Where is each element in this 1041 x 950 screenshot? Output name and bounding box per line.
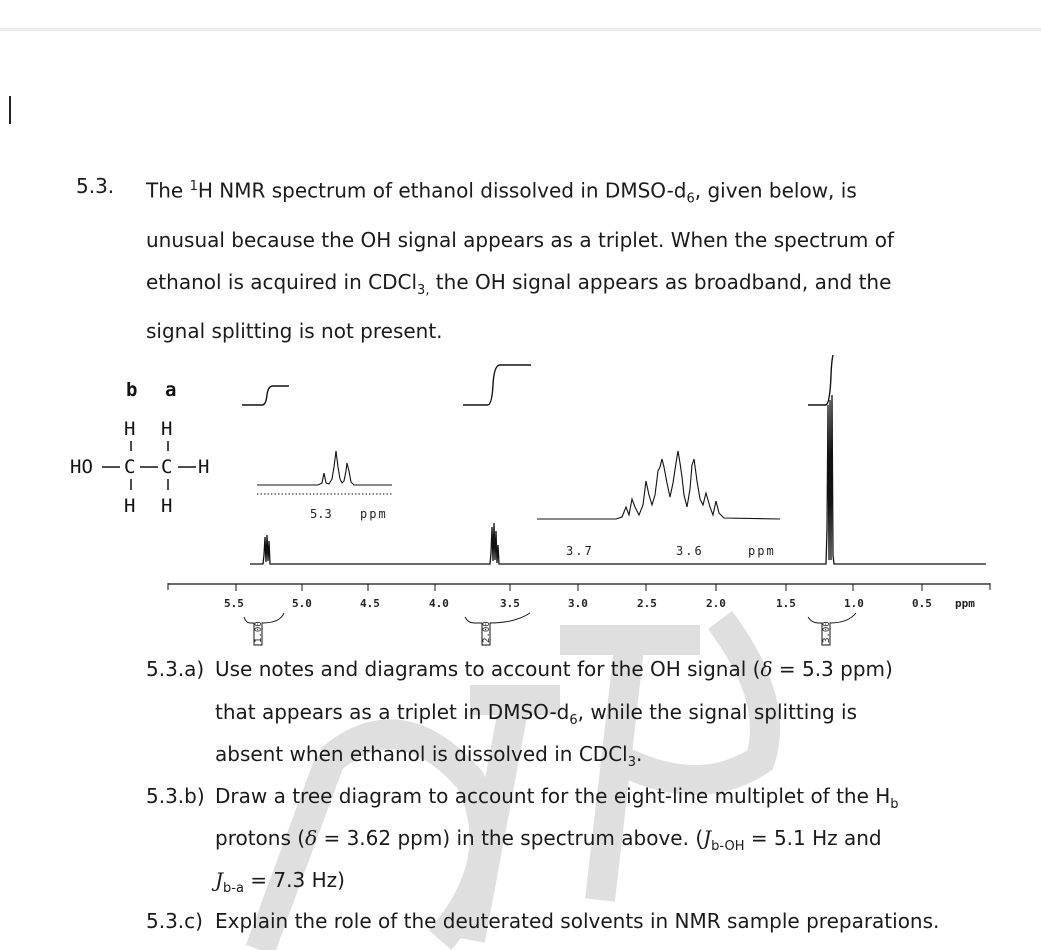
inset-ch2-unit: ppm [748, 544, 776, 558]
axis-tick-label: 3.5 [500, 597, 520, 610]
inset-ch2-tick-1: 3.7 [566, 544, 594, 558]
integral-ch3: 3.00 [822, 621, 832, 643]
part-b-line-3: $J_{b-a} = 7.3$ Hz) [215, 868, 345, 896]
para-line-1: The $^1$H NMR spectrum of ethanol dissolved in DMSO-$d_6$, given below, is [146, 178, 857, 207]
inset-oh-unit: ppm [360, 507, 388, 521]
part-a-line-1: Use notes and diagrams to account for the OH signal (δ = 5.3 ppm) [215, 657, 893, 681]
inset-ch2-tick-2: 3.6 [676, 544, 704, 558]
part-a-line-3: absent when ethanol is dissolved in CDCl$_3$. [215, 742, 643, 770]
integral-oh: 1.00 [254, 621, 264, 643]
axis-tick-label: 2.0 [706, 597, 726, 610]
inset-oh-tick: 5.3 [310, 507, 332, 521]
part-b-line-2: protons (δ = 3.62 ppm) in the spectrum above. ($J_{b-OH} = 5.1$ Hz and [215, 826, 882, 854]
ho-group: HO [70, 456, 93, 478]
part-b-line-1: Draw a tree diagram to account for the eight-line multiplet of the $H_b$ [215, 784, 899, 812]
part-a-label: 5.3.a) [146, 657, 205, 681]
axis-unit: ppm [955, 597, 975, 610]
h-end: H [198, 456, 210, 478]
axis-tick-label: 1.0 [844, 597, 864, 610]
para-line-3: ethanol is acquired in CDCl$_{3,}$ the OH signal appears as broadband, and the [146, 269, 892, 298]
axis-tick-label: 0.5 [912, 597, 932, 610]
part-c-label: 5.3.c) [146, 909, 203, 933]
part-a-line-2: that appears as a triplet in DMSO-$d_6$, while the signal splitting is [215, 700, 858, 728]
axis-tick-label: 4.0 [429, 597, 449, 610]
axis-tick-label: 1.5 [776, 597, 796, 610]
axis-tick-label: 5.5 [224, 597, 244, 610]
h-bottom-a: H [161, 495, 173, 517]
carbon-b: C [124, 456, 136, 478]
h-top-a: H [161, 418, 173, 440]
integral-ch2: 2.00 [482, 621, 492, 643]
carbon-a: C [161, 456, 173, 478]
question-number: 5.3. [76, 174, 115, 198]
part-b-label: 5.3.b) [146, 784, 205, 808]
label-a: a [165, 379, 177, 401]
h-bottom-b: H [124, 495, 136, 517]
label-b: b [126, 379, 138, 401]
para-line-4: signal splitting is not present. [146, 319, 443, 344]
axis-tick-label: 4.5 [360, 597, 380, 610]
axis-tick-label: 3.0 [568, 597, 588, 610]
axis-tick-label: 2.5 [637, 597, 657, 610]
para-line-2: unusual because the OH signal appears as a triplet. When the spectrum of [146, 228, 894, 253]
h-top-b: H [124, 418, 136, 440]
axis-tick-label: 5.0 [292, 597, 312, 610]
part-c-line-1: Explain the role of the deuterated solvents in NMR sample preparations. [215, 909, 940, 933]
